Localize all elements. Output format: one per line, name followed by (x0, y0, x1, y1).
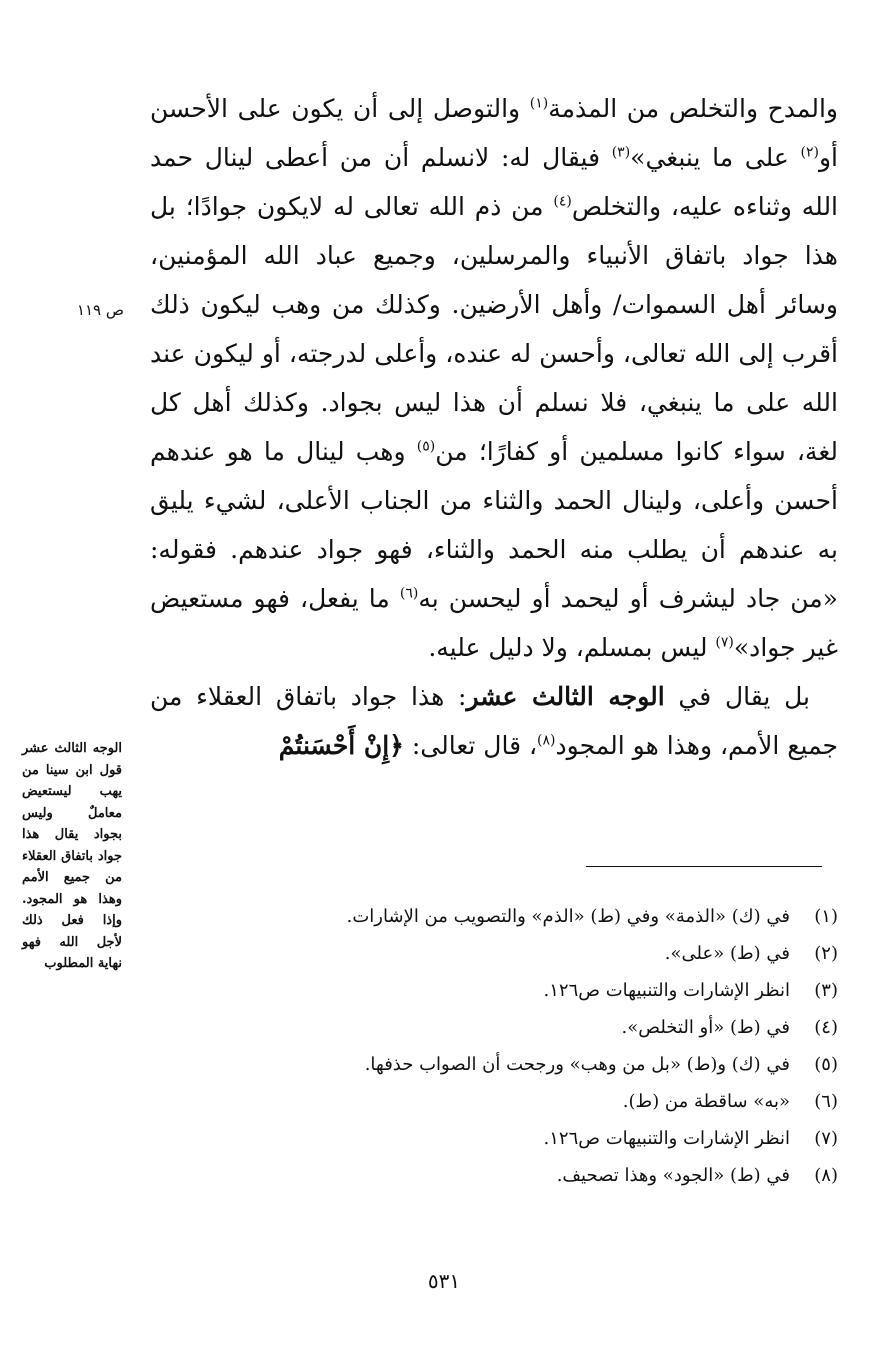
footnote-text: في (ك) و(ط) «بل من وهب» ورجحت أن الصواب حذفها. (364, 1054, 790, 1075)
footnote-text: في (ط) «الجود» وهذا تصحيف. (556, 1165, 790, 1186)
text-run: ما يفعل، فهو مستعيض غير جواد» (150, 584, 838, 662)
footnote-text: انظر الإشارات والتنبيهات ص١٢٦. (543, 1128, 790, 1149)
text-run: والتوصل إلى أن يكون على الأحسن أو (150, 94, 838, 172)
footnotes-list (150, 898, 838, 1194)
footnote-7 (150, 1120, 838, 1157)
quran-quote: ﴿إِنْ أَحْسَنتُمْ (278, 731, 404, 760)
paragraph-2 (150, 672, 838, 770)
footnote-text: في (ط) «أو التخلص». (621, 1017, 790, 1038)
main-text (150, 84, 838, 770)
footnote-1 (150, 898, 838, 935)
text-run: وهب لينال ما هو عندهم أحسن وأعلى، ولينال الحمد والثناء من الجناب الأعلى، لشيء يليق به عندهم أن يطلب منه الحمد والثناء، فهو جواد عندهم. فقوله: «من جاد ليشرف أو ليحمد أو ليحسن به (150, 437, 838, 613)
footnote-5 (150, 1046, 838, 1083)
paragraph-1 (150, 84, 838, 672)
footnote-marker-3[interactable]: (٣) (611, 144, 631, 161)
text-run: بل يقال في (664, 682, 810, 711)
footnote-8 (150, 1157, 838, 1194)
text-run: والمدح والتخلص من المذمة (548, 94, 839, 123)
text-run: فيقال له: لانسلم أن من أعطى لينال حمد الله وثناءه عليه، والتخلص (150, 143, 839, 221)
footnote-number: (٢) (814, 943, 838, 964)
text-run: ليس بمسلم، ولا دليل عليه. (428, 633, 716, 662)
footnote-marker-5[interactable]: (٥) (416, 438, 436, 455)
footnote-number: (٤) (814, 1017, 838, 1038)
footnote-number: (٥) (814, 1054, 838, 1075)
footnote-number: (٦) (814, 1091, 838, 1112)
footnote-6 (150, 1083, 838, 1120)
text-run: ، قال تعالى: (403, 731, 538, 760)
margin-side-note: الوجه الثالث عشر قول ابن سينا من يهب ليستعيض معاملٌ وليس بجواد يقال هذا جواد باتفاق العقلاء من جميع الأمم وهذا هو المجود. وإذا فعل ذلك لأجل الله فهو نهاية المطلوب (22, 741, 122, 971)
page-number: ٥٣١ (427, 1269, 461, 1293)
footnote-number: (١) (814, 906, 838, 927)
footnote-number: (٧) (814, 1128, 838, 1149)
footnote-marker-4[interactable]: (٤) (553, 193, 572, 210)
footnote-3 (150, 972, 838, 1009)
footnote-text: في (ط) «على». (664, 943, 790, 964)
footnote-text: «به» ساقطة من (ط). (622, 1091, 790, 1112)
text-run: على ما ينبغي» (630, 143, 801, 172)
footnote-4 (150, 1009, 838, 1046)
footnote-marker-8[interactable]: (٨) (537, 732, 556, 749)
footnote-2 (150, 935, 838, 972)
footnote-separator (586, 866, 822, 867)
section-heading-inline: الوجه الثالث عشر (466, 682, 665, 711)
footnote-text: في (ك) «الذمة» وفي (ط) «الذم» والتصويب من الإشارات. (346, 906, 790, 927)
margin-page-reference: ص ١١٩ (76, 301, 124, 319)
footnote-marker-7[interactable]: (٧) (715, 634, 734, 651)
text-run: من ذم الله تعالى له لايكون جوادًا؛ بل هذا جواد باتفاق الأنبياء والمرسلين، وجميع عباد الله المؤمنين، وسائر أهل السموات/ وأهل الأرضين. وكذلك من وهب ليكون ذلك أقرب إلى الله تعالى، وأحسن له عنده، وأعلى لدرجته، أو ليكون عند الله على ما ينبغي، فلا نسلم أن هذا ليس بجواد. وكذلك أهل كل لغة، سواء كانوا مسلمين أو كفارًا؛ من (150, 192, 838, 466)
footnote-number: (٨) (814, 1165, 838, 1186)
footnote-marker-2[interactable]: (٢) (800, 144, 819, 161)
footnote-marker-6[interactable]: (٦) (399, 585, 419, 602)
text-run: : هذا جواد باتفاق العقلاء من جميع الأمم، وهذا هو المجود (150, 682, 838, 760)
footnote-text: انظر الإشارات والتنبيهات ص١٢٦. (543, 980, 790, 1001)
footnote-marker-1[interactable]: (١) (529, 95, 549, 112)
footnote-number: (٣) (814, 980, 838, 1001)
